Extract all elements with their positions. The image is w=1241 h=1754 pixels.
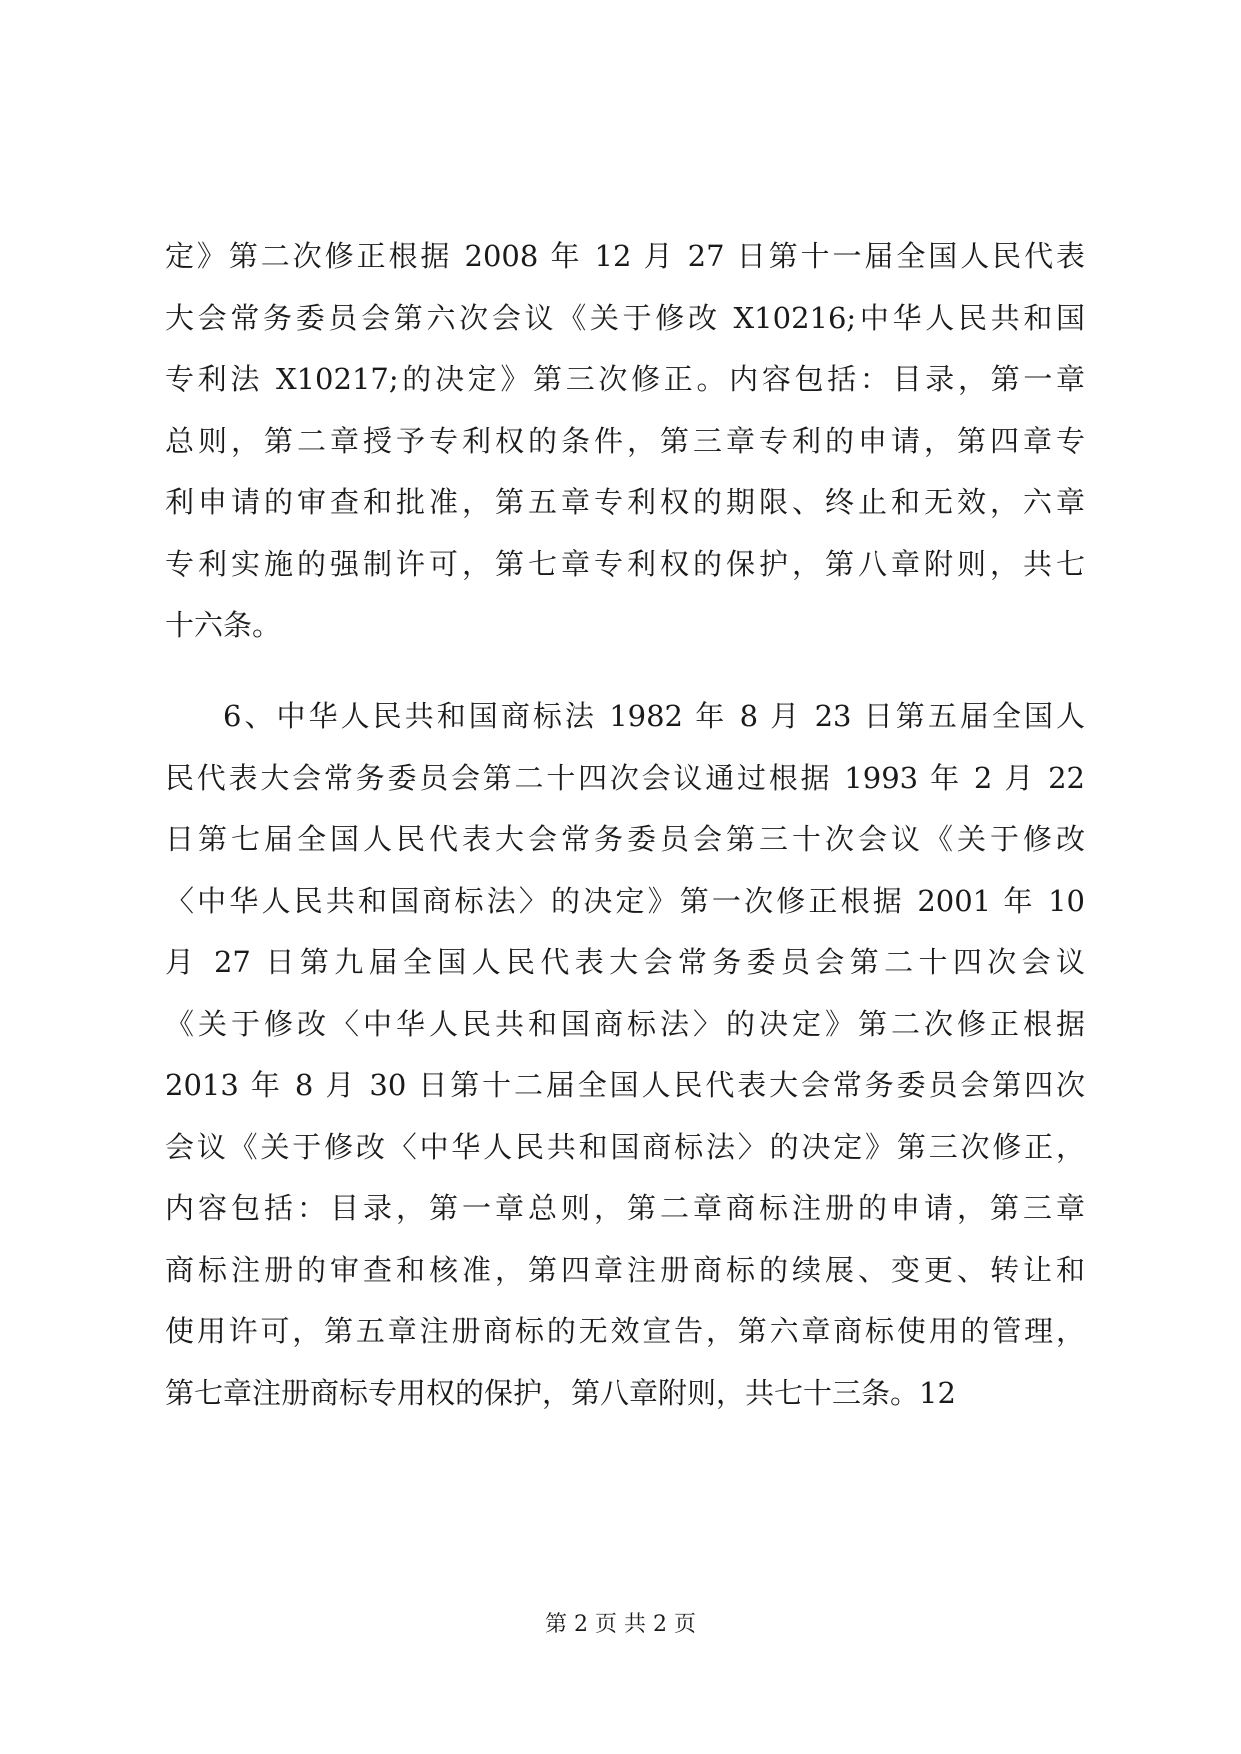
paragraph-patent-law-amendments	[165, 226, 1085, 657]
text-line: 《关于修改〈中华人民共和国商标法〉的决定》第二次修正根据	[165, 1006, 1085, 1041]
text-line: 利申请的审查和批准，第五章专利权的期限、终止和无效，六章	[165, 485, 1085, 519]
text-line: 第七章注册商标专用权的保护，第八章附则，共七十三条。12	[165, 1375, 956, 1410]
text-line: 定》第二次修正根据 2008 年 12 月 27 日第十一届全国人民代表	[165, 239, 1085, 273]
text-line: 〈中华人民共和国商标法〉的决定》第一次修正根据 2001 年 10	[165, 883, 1085, 918]
text-line: 总则，第二章授予专利权的条件，第三章专利的申请，第四章专	[165, 423, 1085, 458]
paragraph-trademark-law	[165, 686, 1085, 1424]
text-line: 6、中华人民共和国商标法 1982 年 8 月 23 日第五届全国人	[223, 699, 1085, 733]
text-line: 大会常务委员会第六次会议《关于修改 X10216;中华人民共和国	[165, 300, 1085, 335]
text-line: 民代表大会常务委员会第二十四次会议通过根据 1993 年 2 月 22	[165, 760, 1085, 795]
text-line: 内容包括：目录，第一章总则，第二章商标注册的申请，第三章	[165, 1191, 1085, 1225]
page-footer: 第 2 页 共 2 页	[545, 1612, 696, 1637]
text-line: 十六条。	[165, 608, 282, 642]
text-line: 日第七届全国人民代表大会常务委员会第三十次会议《关于修改	[165, 822, 1085, 856]
text-line: 2013 年 8 月 30 日第十二届全国人民代表大会常务委员会第四次	[165, 1068, 1085, 1102]
text-line: 会议《关于修改〈中华人民共和国商标法〉的决定》第三次修正，	[165, 1129, 1085, 1164]
text-line: 月 27 日第九届全国人民代表大会常务委员会第二十四次会议	[165, 945, 1085, 979]
text-line: 专利法 X10217;的决定》第三次修正。内容包括：目录，第一章	[165, 362, 1085, 396]
text-line: 商标注册的审查和核准，第四章注册商标的续展、变更、转让和	[165, 1252, 1085, 1287]
text-line: 使用许可，第五章注册商标的无效宣告，第六章商标使用的管理，	[165, 1314, 1085, 1348]
text-line: 专利实施的强制许可，第七章专利权的保护，第八章附则，共七	[165, 546, 1085, 581]
